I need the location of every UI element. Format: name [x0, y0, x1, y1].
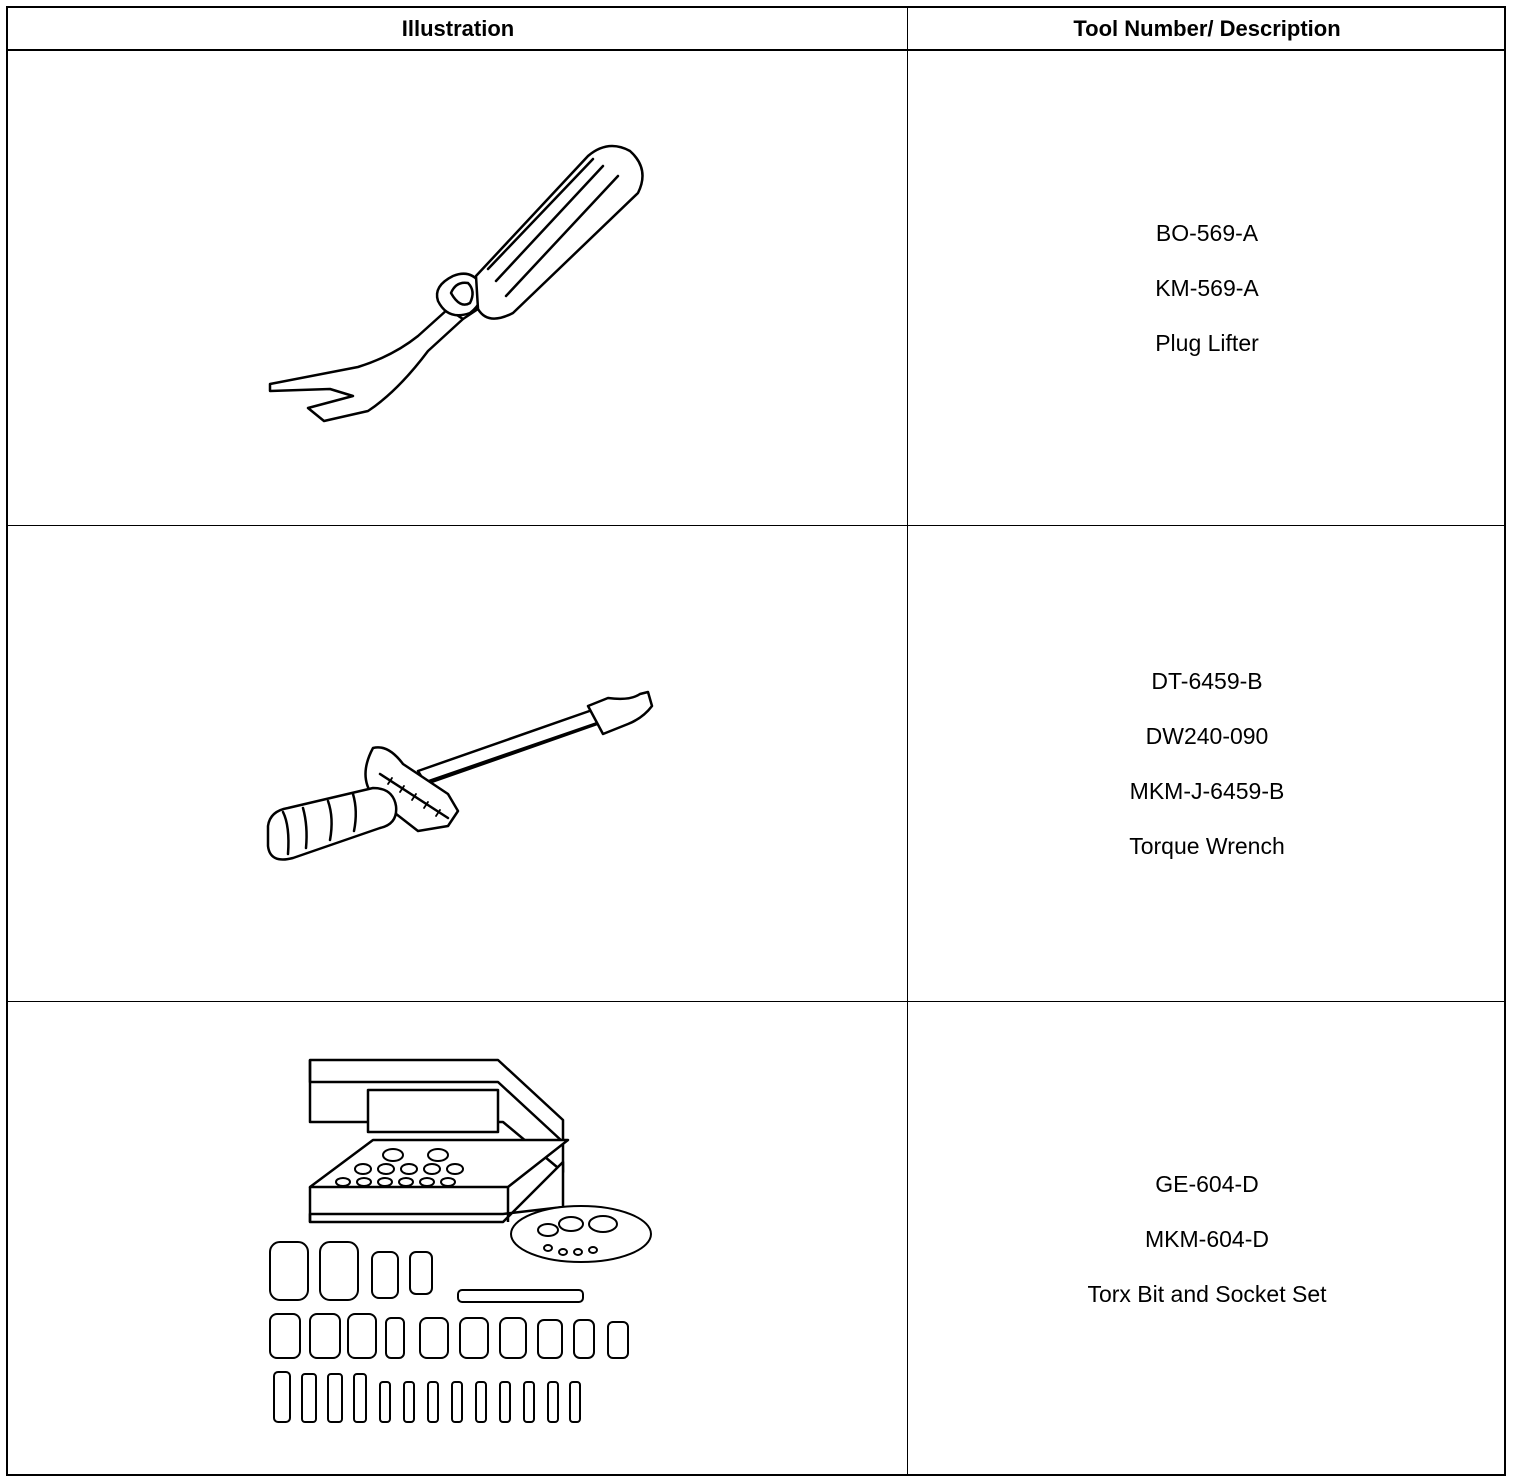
tool-number: BO-569-A [1155, 219, 1259, 246]
description-cell [908, 1002, 1506, 1476]
torx-socket-set-icon [8, 1002, 908, 1476]
table-row [8, 51, 1504, 525]
illustration-cell [8, 526, 908, 1001]
tool-number: MKM-J-6459-B [1129, 777, 1285, 804]
tool-number: KM-569-A [1155, 274, 1259, 301]
tool-number: GE-604-D [1155, 1170, 1259, 1197]
table-row [8, 526, 1504, 1001]
tool-number: DW240-090 [1145, 722, 1269, 749]
header-tool-description: Tool Number/ Description [1073, 16, 1341, 41]
illustration-cell [8, 1002, 908, 1476]
table-row [8, 1002, 1504, 1476]
description-cell [908, 51, 1506, 525]
plug-lifter-icon [8, 51, 908, 525]
tool-description: Torx Bit and Socket Set [1087, 1280, 1327, 1307]
tools-table [6, 6, 1506, 1476]
tool-description: Plug Lifter [1155, 329, 1259, 356]
tool-description: Torque Wrench [1129, 832, 1285, 859]
torque-wrench-icon [8, 526, 908, 1001]
description-cell [908, 526, 1506, 1001]
header-illustration: Illustration [401, 16, 515, 41]
illustration-cell [8, 51, 908, 525]
tool-number: MKM-604-D [1145, 1225, 1269, 1252]
tool-number: DT-6459-B [1151, 667, 1263, 694]
